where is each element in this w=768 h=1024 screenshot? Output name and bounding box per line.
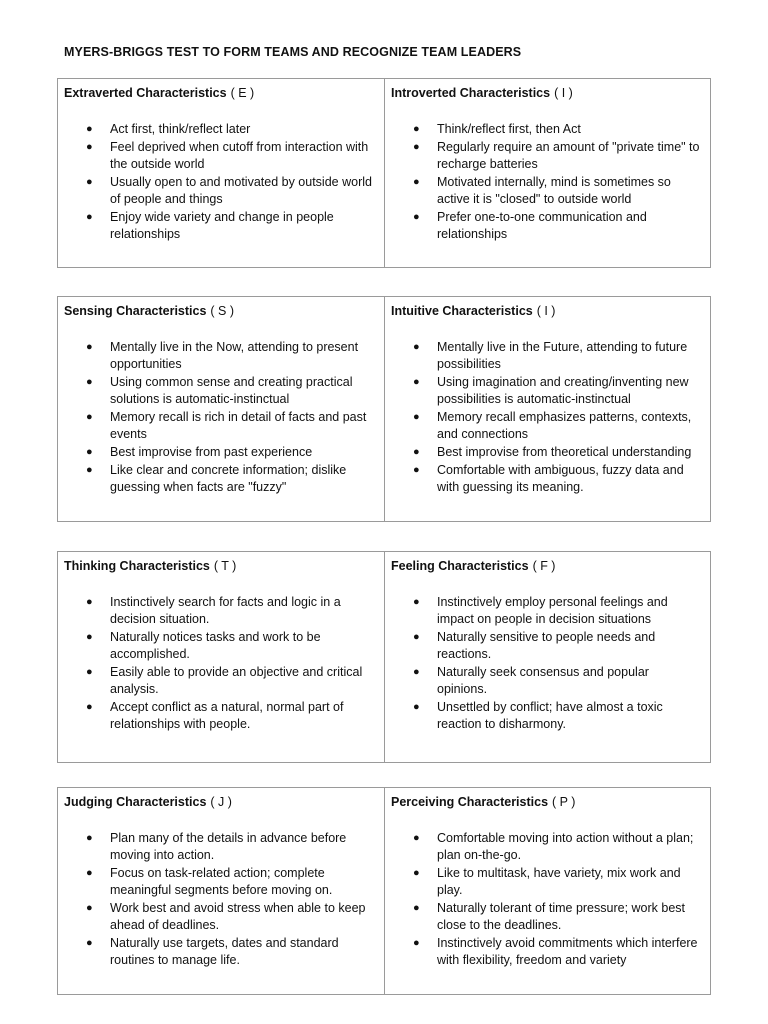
bullet-icon: ● xyxy=(413,464,420,476)
characteristic-name: Feeling Characteristics xyxy=(391,559,529,573)
characteristics-table xyxy=(57,296,711,522)
characteristic-name: Extraverted Characteristics xyxy=(64,86,227,100)
characteristic-code: ( T ) xyxy=(213,559,237,573)
characteristic-list xyxy=(413,594,702,734)
list-item-text: Comfortable moving into action without a plan; plan on-the-go. xyxy=(437,831,694,862)
list-item-text: Plan many of the details in advance before moving into action. xyxy=(110,831,347,862)
list-item xyxy=(86,444,376,461)
bullet-icon: ● xyxy=(413,701,420,713)
list-item xyxy=(413,174,702,208)
bullet-icon: ● xyxy=(86,176,93,188)
list-item xyxy=(86,462,376,496)
list-item-text: Act first, think/reflect later xyxy=(110,122,251,136)
list-item-text: Memory recall is rich in detail of facts and past events xyxy=(110,410,367,441)
list-item xyxy=(86,594,376,628)
list-item-text: Enjoy wide variety and change in people relationships xyxy=(110,210,334,241)
list-item-text: Naturally use targets, dates and standard routines to manage life. xyxy=(110,936,339,967)
list-item-text: Instinctively employ personal feelings and impact on people in decision situations xyxy=(437,595,668,626)
list-item-text: Naturally notices tasks and work to be accomplished. xyxy=(110,630,321,661)
cell-heading xyxy=(64,86,254,100)
cell-heading xyxy=(391,559,555,573)
list-item xyxy=(413,121,702,138)
list-item-text: Easily able to provide an objective and critical analysis. xyxy=(110,665,363,696)
characteristic-code: ( P ) xyxy=(552,795,576,809)
bullet-icon: ● xyxy=(413,141,420,153)
characteristic-code: ( I ) xyxy=(554,86,573,100)
characteristic-code: ( J ) xyxy=(210,795,232,809)
list-item xyxy=(413,629,702,663)
list-item xyxy=(413,444,702,461)
list-item xyxy=(413,830,702,864)
list-item xyxy=(86,830,376,864)
list-item xyxy=(413,139,702,173)
bullet-icon: ● xyxy=(413,631,420,643)
list-item-text: Usually open to and motivated by outside world of people and things xyxy=(110,175,372,206)
characteristic-name: Intuitive Characteristics xyxy=(391,304,533,318)
bullet-icon: ● xyxy=(413,341,420,353)
document-title: MYERS-BRIGGS TEST TO FORM TEAMS AND RECOGNIZE TEAM LEADERS xyxy=(64,45,522,59)
characteristic-code: ( I ) xyxy=(536,304,556,318)
bullet-icon: ● xyxy=(86,902,93,914)
list-item xyxy=(86,935,376,969)
characteristics-cell xyxy=(384,552,710,762)
list-item-text: Comfortable with ambiguous, fuzzy data and with guessing its meaning. xyxy=(437,463,684,494)
bullet-icon: ● xyxy=(413,211,420,223)
bullet-icon: ● xyxy=(413,446,420,458)
bullet-icon: ● xyxy=(413,666,420,678)
bullet-icon: ● xyxy=(413,937,420,949)
list-item-text: Accept conflict as a natural, normal part of relationships with people. xyxy=(110,700,344,731)
characteristic-list xyxy=(86,594,376,734)
list-item xyxy=(86,664,376,698)
list-item-text: Instinctively avoid commitments which interfere with flexibility, freedom and variety xyxy=(437,936,698,967)
bullet-icon: ● xyxy=(86,211,93,223)
characteristic-list xyxy=(413,830,702,970)
cell-heading xyxy=(64,304,234,318)
list-item-text: Best improvise from past experience xyxy=(110,445,313,459)
list-item xyxy=(86,139,376,173)
list-item-text: Memory recall emphasizes patterns, contexts, and connections xyxy=(437,410,692,441)
list-item-text: Mentally live in the Future, attending to future possibilities xyxy=(437,340,688,371)
list-item-text: Motivated internally, mind is sometimes so active it is "closed" to outside world xyxy=(437,175,671,206)
characteristics-table xyxy=(57,78,711,268)
list-item-text: Naturally seek consensus and popular opinions. xyxy=(437,665,649,696)
bullet-icon: ● xyxy=(413,596,420,608)
bullet-icon: ● xyxy=(86,341,93,353)
characteristics-cell xyxy=(58,788,384,994)
bullet-icon: ● xyxy=(86,631,93,643)
cell-heading xyxy=(64,559,236,573)
list-item xyxy=(86,699,376,733)
list-item xyxy=(86,374,376,408)
list-item-text: Using imagination and creating/inventing new possibilities is automatic-instinctual xyxy=(437,375,689,406)
bullet-icon: ● xyxy=(86,937,93,949)
bullet-icon: ● xyxy=(86,867,93,879)
list-item xyxy=(413,339,702,373)
list-item xyxy=(86,209,376,243)
list-item xyxy=(413,409,702,443)
characteristic-list xyxy=(413,121,702,244)
list-item-text: Prefer one-to-one communication and relationships xyxy=(437,210,647,241)
list-item-text: Work best and avoid stress when able to keep ahead of deadlines. xyxy=(110,901,366,932)
list-item xyxy=(413,209,702,243)
cell-heading xyxy=(391,304,555,318)
bullet-icon: ● xyxy=(86,411,93,423)
list-item-text: Regularly require an amount of "private time" to recharge batteries xyxy=(437,140,700,171)
list-item-text: Like to multitask, have variety, mix work and play. xyxy=(437,866,681,897)
characteristic-code: ( F ) xyxy=(532,559,556,573)
list-item xyxy=(413,900,702,934)
bullet-icon: ● xyxy=(413,832,420,844)
list-item-text: Naturally tolerant of time pressure; work best close to the deadlines. xyxy=(437,901,686,932)
characteristics-cell xyxy=(384,788,710,994)
bullet-icon: ● xyxy=(86,141,93,153)
characteristic-name: Sensing Characteristics xyxy=(64,304,207,318)
bullet-icon: ● xyxy=(413,867,420,879)
characteristics-table xyxy=(57,551,711,763)
cell-heading xyxy=(391,86,573,100)
list-item xyxy=(413,462,702,496)
list-item-text: Unsettled by conflict; have almost a toxic reaction to disharmony. xyxy=(437,700,663,731)
bullet-icon: ● xyxy=(413,902,420,914)
characteristic-code: ( S ) xyxy=(210,304,235,318)
list-item-text: Feel deprived when cutoff from interaction with the outside world xyxy=(110,140,369,171)
list-item xyxy=(86,339,376,373)
cell-heading xyxy=(391,795,575,809)
list-item xyxy=(86,629,376,663)
list-item-text: Like clear and concrete information; dislike guessing when facts are "fuzzy" xyxy=(110,463,347,494)
list-item xyxy=(86,121,376,138)
characteristic-list xyxy=(86,121,376,244)
characteristics-table xyxy=(57,787,711,995)
characteristic-name: Thinking Characteristics xyxy=(64,559,210,573)
bullet-icon: ● xyxy=(86,596,93,608)
list-item xyxy=(413,699,702,733)
list-item-text: Naturally sensitive to people needs and reactions. xyxy=(437,630,656,661)
characteristics-cell xyxy=(384,297,710,521)
list-item xyxy=(86,900,376,934)
characteristics-cell xyxy=(58,297,384,521)
cell-heading xyxy=(64,795,232,809)
list-item-text: Instinctively search for facts and logic in a decision situation. xyxy=(110,595,341,626)
list-item-text: Using common sense and creating practical solutions is automatic-instinctual xyxy=(110,375,353,406)
bullet-icon: ● xyxy=(86,701,93,713)
characteristics-cell xyxy=(58,79,384,267)
characteristics-cell xyxy=(384,79,710,267)
list-item xyxy=(86,409,376,443)
characteristic-list xyxy=(86,830,376,970)
list-item xyxy=(413,935,702,969)
bullet-icon: ● xyxy=(86,123,93,135)
bullet-icon: ● xyxy=(413,376,420,388)
list-item xyxy=(413,664,702,698)
characteristic-list xyxy=(413,339,702,497)
characteristic-list xyxy=(86,339,376,497)
list-item xyxy=(86,865,376,899)
list-item xyxy=(86,174,376,208)
list-item-text: Best improvise from theoretical understanding xyxy=(437,445,692,459)
list-item-text: Think/reflect first, then Act xyxy=(437,122,581,136)
characteristic-name: Perceiving Characteristics xyxy=(391,795,549,809)
characteristic-name: Introverted Characteristics xyxy=(391,86,551,100)
bullet-icon: ● xyxy=(413,411,420,423)
characteristic-name: Judging Characteristics xyxy=(64,795,207,809)
list-item xyxy=(413,374,702,408)
bullet-icon: ● xyxy=(86,666,93,678)
bullet-icon: ● xyxy=(86,376,93,388)
list-item xyxy=(413,865,702,899)
characteristics-cell xyxy=(58,552,384,762)
list-item-text: Mentally live in the Now, attending to present opportunities xyxy=(110,340,359,371)
bullet-icon: ● xyxy=(413,123,420,135)
list-item xyxy=(413,594,702,628)
bullet-icon: ● xyxy=(86,464,93,476)
bullet-icon: ● xyxy=(86,446,93,458)
bullet-icon: ● xyxy=(413,176,420,188)
characteristic-code: ( E ) xyxy=(230,86,255,100)
list-item-text: Focus on task-related action; complete meaningful segments before moving on. xyxy=(110,866,333,897)
bullet-icon: ● xyxy=(86,832,93,844)
